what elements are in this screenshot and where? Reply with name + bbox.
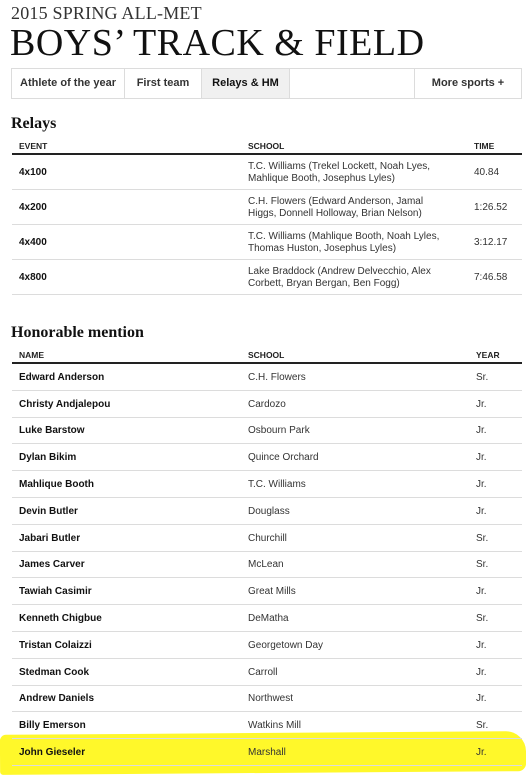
athlete-name: Luke Barstow bbox=[19, 425, 85, 437]
athlete-school: Cardozo bbox=[248, 398, 286, 410]
athlete-name: Tawiah Casimir bbox=[19, 586, 92, 598]
athlete-year: Sr. bbox=[476, 613, 489, 625]
table-row bbox=[12, 471, 522, 498]
relay-time: 7:46.58 bbox=[474, 272, 508, 283]
athlete-school: Douglass bbox=[248, 505, 290, 517]
relays-heading: Relays bbox=[11, 115, 57, 132]
table-row bbox=[12, 632, 522, 659]
relay-school: T.C. Williams (Mahlique Booth, Noah Lyles, Thomas Huston, Josephus Lyles) bbox=[248, 230, 440, 254]
column-header-school: SCHOOL bbox=[248, 141, 285, 151]
tab-spacer bbox=[290, 69, 415, 98]
athlete-name: Jabari Butler bbox=[19, 532, 81, 544]
athlete-year: Jr. bbox=[476, 425, 487, 437]
table-row bbox=[12, 578, 522, 605]
relay-time: 3:12.17 bbox=[474, 237, 508, 248]
table-row bbox=[12, 155, 522, 190]
athlete-name: Tristan Colaizzi bbox=[19, 639, 92, 651]
tab-first-team[interactable]: First team bbox=[125, 69, 202, 98]
athlete-year: Jr. bbox=[476, 586, 487, 598]
athlete-year: Sr. bbox=[476, 532, 489, 544]
table-row bbox=[12, 552, 522, 579]
athlete-school: Osbourn Park bbox=[248, 425, 310, 437]
athlete-school: T.C. Williams bbox=[248, 479, 306, 491]
athlete-name: Kenneth Chigbue bbox=[19, 613, 102, 625]
athlete-school: Quince Orchard bbox=[248, 452, 319, 464]
table-row bbox=[12, 418, 522, 445]
athlete-school: McLean bbox=[248, 559, 284, 571]
table-row bbox=[12, 444, 522, 471]
table-row bbox=[12, 686, 522, 713]
table-row bbox=[12, 364, 522, 391]
column-header-school: SCHOOL bbox=[248, 350, 285, 360]
column-header-time: TIME bbox=[474, 141, 495, 151]
table-row bbox=[12, 260, 522, 295]
relay-time: 1:26.52 bbox=[474, 202, 508, 213]
athlete-year: Jr. bbox=[476, 693, 487, 705]
tab-athlete-of-the-year[interactable]: Athlete of the year bbox=[12, 69, 125, 98]
tab-relays-hm[interactable]: Relays & HM bbox=[202, 69, 290, 98]
table-row bbox=[12, 225, 522, 260]
page-kicker: 2015 SPRING ALL-MET bbox=[11, 3, 202, 23]
table-row bbox=[12, 190, 522, 225]
athlete-year: Sr. bbox=[476, 559, 489, 571]
athlete-name: Dylan Bikim bbox=[19, 452, 77, 464]
athlete-name: Andrew Daniels bbox=[19, 693, 95, 705]
table-row bbox=[12, 739, 522, 766]
page-title: BOYS’ TRACK & FIELD bbox=[10, 22, 425, 64]
athlete-school: Watkins Mill bbox=[248, 720, 301, 732]
athlete-year: Jr. bbox=[476, 747, 487, 759]
athlete-school: Great Mills bbox=[248, 586, 296, 598]
relay-event: 4x400 bbox=[19, 237, 47, 248]
athlete-name: Christy Andjalepou bbox=[19, 398, 111, 410]
table-row bbox=[12, 498, 522, 525]
athlete-year: Sr. bbox=[476, 720, 489, 732]
athlete-name: John Gieseler bbox=[19, 747, 86, 759]
athlete-name: James Carver bbox=[19, 559, 85, 571]
relays-table-header bbox=[12, 140, 522, 155]
athlete-year: Jr. bbox=[476, 666, 487, 678]
column-header-year: YEAR bbox=[476, 350, 500, 360]
table-row bbox=[12, 712, 522, 739]
relay-event: 4x800 bbox=[19, 272, 47, 283]
athlete-school: Northwest bbox=[248, 693, 294, 705]
relay-event: 4x100 bbox=[19, 167, 47, 178]
athlete-year: Jr. bbox=[476, 505, 487, 517]
relay-time: 40.84 bbox=[474, 167, 500, 178]
honorable-table-header bbox=[12, 349, 522, 364]
table-row bbox=[12, 659, 522, 686]
athlete-name: Billy Emerson bbox=[19, 720, 86, 732]
relay-event: 4x200 bbox=[19, 202, 47, 213]
athlete-name: Devin Butler bbox=[19, 505, 78, 517]
honorable-mention-heading: Honorable mention bbox=[11, 324, 144, 341]
honorable-mention-table bbox=[12, 349, 522, 766]
athlete-year: Jr. bbox=[476, 639, 487, 651]
athlete-year: Sr. bbox=[476, 371, 489, 383]
relays-table bbox=[12, 140, 522, 295]
athlete-name: Edward Anderson bbox=[19, 371, 105, 383]
athlete-name: Stedman Cook bbox=[19, 666, 90, 678]
athlete-school: Churchill bbox=[248, 532, 287, 544]
athlete-school: Marshall bbox=[248, 747, 286, 759]
athlete-school: Georgetown Day bbox=[248, 639, 324, 651]
relay-school: Lake Braddock (Andrew Delvecchio, Alex Corbett, Bryan Bergan, Ben Fogg) bbox=[248, 265, 431, 289]
athlete-name: Mahlique Booth bbox=[19, 479, 94, 491]
athlete-school: Carroll bbox=[248, 666, 278, 678]
athlete-school: C.H. Flowers bbox=[248, 371, 306, 383]
more-sports-tab[interactable]: More sports + bbox=[431, 77, 505, 89]
column-header-event: EVENT bbox=[19, 141, 48, 151]
column-header-name: NAME bbox=[19, 350, 45, 360]
athlete-school: DeMatha bbox=[248, 613, 289, 625]
relay-school: T.C. Williams (Trekel Lockett, Noah Lyes, Mahlique Booth, Josephus Lyles) bbox=[248, 160, 431, 184]
table-row bbox=[12, 391, 522, 418]
athlete-year: Jr. bbox=[476, 452, 487, 464]
table-row bbox=[12, 525, 522, 552]
section-tabs bbox=[11, 68, 522, 99]
athlete-year: Jr. bbox=[476, 398, 487, 410]
relay-school: C.H. Flowers (Edward Anderson, Jamal Higgs, Donnell Holloway, Brian Nelson) bbox=[248, 195, 424, 219]
table-row bbox=[12, 605, 522, 632]
athlete-year: Jr. bbox=[476, 479, 487, 491]
